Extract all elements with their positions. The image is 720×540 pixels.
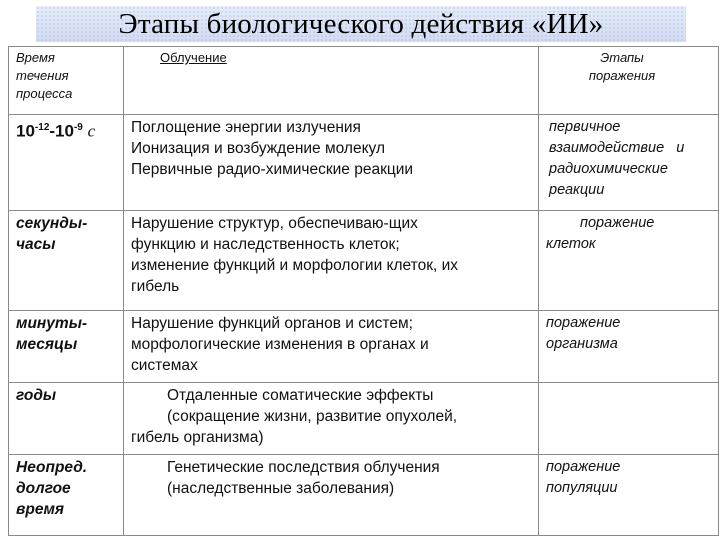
stage-line: взаимодействие и — [549, 140, 685, 156]
time-exponent: -9 — [73, 122, 83, 133]
time-line: время — [16, 501, 65, 518]
effect-line: гибель — [131, 278, 180, 295]
time-line: Неопред. — [16, 459, 88, 476]
row-stage-empty — [539, 383, 719, 455]
header-stages-line: поражения — [588, 68, 656, 83]
effect-line: Нарушение функций органов и систем; — [131, 315, 413, 332]
row-time — [9, 311, 124, 383]
time-line: секунды- — [16, 215, 88, 232]
effect-line: гибель организма) — [131, 429, 264, 446]
table-row — [9, 383, 719, 455]
time-exponent: -12 — [34, 122, 50, 133]
effect-line: (наследственные заболевания) — [167, 480, 395, 497]
header-time-line: процесса — [16, 86, 73, 101]
header-stages-line: Этапы — [600, 50, 644, 65]
stages-table — [8, 46, 719, 536]
table-row — [9, 211, 719, 311]
stage-line: поражение — [546, 459, 621, 475]
time-line: месяцы — [16, 336, 78, 353]
row-stage — [539, 311, 719, 383]
time-unit: с — [87, 121, 96, 141]
time-base: 10 — [16, 121, 35, 141]
effect-line: Ионизация и возбуждение молекул — [131, 140, 385, 157]
slide-title: Этапы биологического действия «ИИ» — [118, 7, 604, 40]
effect-line: Генетические последствия облучения — [167, 459, 440, 476]
effect-line: морфологические изменения в органах и — [131, 336, 429, 353]
time-line: минуты- — [16, 315, 88, 332]
stage-line: организма — [546, 336, 618, 352]
row-stage — [539, 115, 719, 211]
row-effects — [124, 455, 539, 536]
effect-line: функцию и наследственность клеток; — [131, 236, 400, 253]
row-effects — [124, 383, 539, 455]
stage-line: поражение — [546, 315, 621, 331]
header-stages — [539, 47, 719, 115]
time-line: часы — [16, 236, 56, 253]
row-time — [9, 383, 124, 455]
row-effects — [124, 311, 539, 383]
table-row — [9, 455, 719, 536]
stage-line: первичное — [549, 119, 621, 135]
time-line: долгое — [16, 480, 71, 497]
stage-line: поражение — [580, 215, 655, 231]
time-base: -10 — [49, 121, 74, 141]
table-header-row — [9, 47, 719, 115]
effect-line: изменение функций и морфологии клеток, их — [131, 257, 458, 274]
header-irradiation: Облучение — [124, 47, 539, 115]
time-line: годы — [16, 387, 57, 404]
row-stage — [539, 455, 719, 536]
header-time — [9, 47, 124, 115]
row-effects — [124, 115, 539, 211]
row-time — [9, 211, 124, 311]
effect-line: Первичные радио-химические реакции — [131, 161, 414, 178]
table-row — [9, 311, 719, 383]
stage-line: реакции — [549, 182, 605, 198]
effect-line: системах — [131, 357, 198, 374]
row-effects — [124, 211, 539, 311]
row-time — [9, 115, 124, 211]
slide-title-bar — [36, 6, 686, 42]
effect-line: (сокращение жизни, развитие опухолей, — [167, 408, 458, 425]
stage-line: популяции — [546, 480, 618, 496]
table-row — [9, 115, 719, 211]
effect-line: Нарушение структур, обеспечиваю-щих — [131, 215, 418, 232]
stage-line: радиохимические — [549, 161, 668, 177]
row-stage — [539, 211, 719, 311]
effect-line: Поглощение энергии излучения — [131, 119, 361, 136]
stage-line: клеток — [546, 236, 596, 252]
row-time — [9, 455, 124, 536]
effect-line: Отдаленные соматические эффекты — [167, 387, 434, 404]
header-time-line: течения — [16, 68, 69, 83]
header-time-line: Время — [16, 50, 55, 65]
